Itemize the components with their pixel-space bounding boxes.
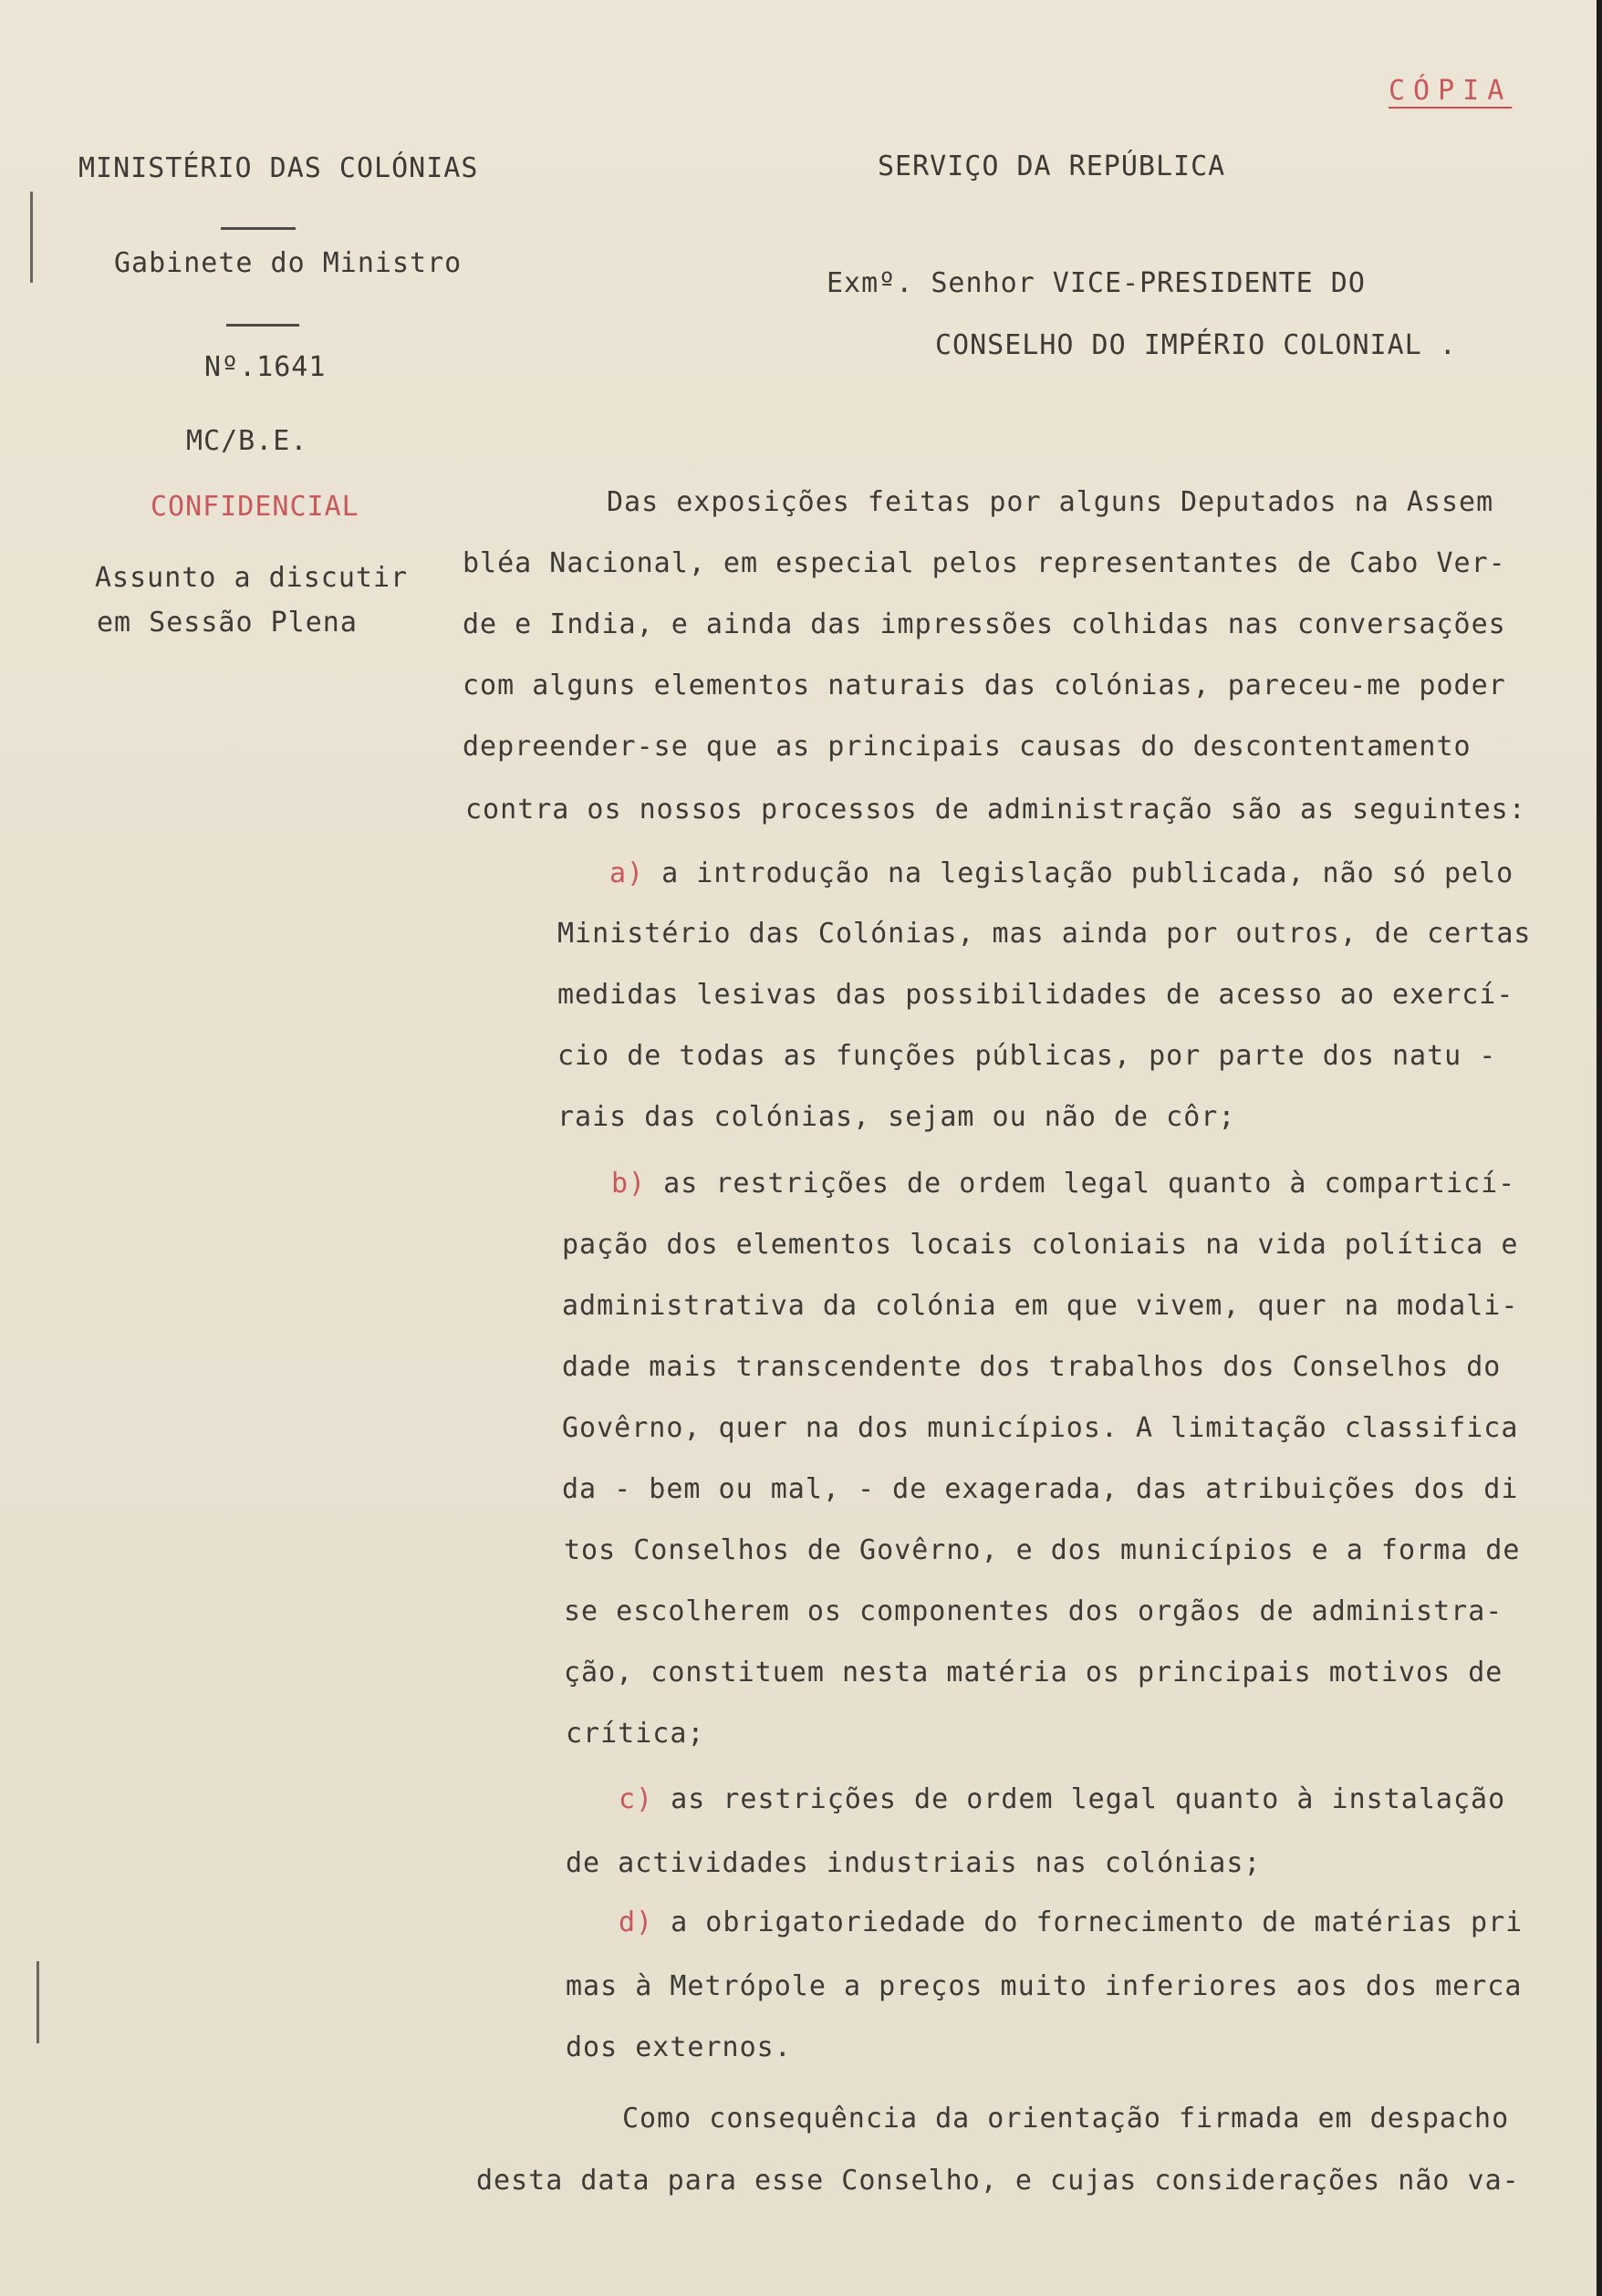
item-a-line-5: rais das colónias, sejam ou não de côr; xyxy=(557,1101,1236,1133)
subject-line-1: Assunto a discutir xyxy=(95,562,409,594)
closing-line-2: desta data para esse Conselho, e cujas considerações não va- xyxy=(476,2165,1520,2197)
addressee-line-1: Exmº. Senhor VICE-PRESIDENTE DO xyxy=(827,267,1366,299)
reference-code: MC/B.E. xyxy=(186,425,308,457)
service-heading: SERVIÇO DA REPÚBLICA xyxy=(878,151,1226,182)
page-edge-shadow xyxy=(1597,0,1602,2296)
confidential-stamp: CONFIDENCIAL xyxy=(151,491,359,523)
item-b-line-6: da - bem ou mal, - de exagerada, das atribuições dos di xyxy=(562,1473,1519,1505)
item-d-first-line xyxy=(619,1906,1523,1939)
item-a-letter: a) xyxy=(609,857,645,889)
item-c-letter: c) xyxy=(619,1783,654,1815)
closing-line-1: Como consequência da orientação firmada em despacho xyxy=(622,2103,1510,2135)
item-c-line-2: de actividades industriais nas colónias; xyxy=(566,1847,1262,1879)
item-b-line-3: administrativa da colónia em que vivem, quer na modali- xyxy=(562,1290,1519,1322)
intro-line-5: depreender-se que as principais causas do descontentamento xyxy=(463,731,1472,763)
binding-mark-top xyxy=(30,192,33,283)
item-d-line-2: mas à Metrópole a preços muito inferiores aos dos merca xyxy=(566,1970,1523,2002)
divider-1 xyxy=(221,227,296,230)
copy-mark: CÓPIA xyxy=(1389,75,1513,107)
item-b-line-4: dade mais transcendente dos trabalhos dos Conselhos do xyxy=(562,1351,1502,1383)
intro-line-3: de e India, e ainda das impressões colhidas nas conversações xyxy=(463,608,1506,640)
document-number: Nº.1641 xyxy=(204,351,327,383)
item-b-letter: b) xyxy=(611,1168,647,1200)
item-c-first-line xyxy=(619,1783,1505,1816)
item-b-first-line xyxy=(611,1168,1515,1200)
binding-mark-bottom xyxy=(36,1961,39,2043)
item-d-line-3: dos externos. xyxy=(566,2031,792,2063)
divider-2 xyxy=(226,324,299,327)
item-b-line-7: tos Conselhos de Govêrno, e dos municípios e a forma de xyxy=(564,1534,1521,1566)
item-b-line-8: se escolherem os componentes dos orgãos de administra- xyxy=(564,1595,1503,1627)
item-b-text: as restrições de ordem legal quanto à comparticí- xyxy=(646,1168,1516,1200)
item-b-line-2: pação dos elementos locais coloniais na vida política e xyxy=(562,1229,1519,1261)
subject-line-2: em Sessão Plena xyxy=(97,607,358,639)
item-c-text: as restrições de ordem legal quanto à instalação xyxy=(653,1783,1506,1815)
item-b-line-9: ção, constituem nesta matéria os principais motivos de xyxy=(564,1657,1503,1688)
item-b-line-10: crítica; xyxy=(566,1718,705,1750)
item-d-text: a obrigatoriedade do fornecimento de matérias pri xyxy=(653,1906,1524,1938)
intro-line-6: contra os nossos processos de administração são as seguintes: xyxy=(465,794,1526,826)
item-a-text: a introdução na legislação publicada, não só pelo xyxy=(644,857,1514,889)
addressee-line-2: CONSELHO DO IMPÉRIO COLONIAL . xyxy=(935,329,1457,361)
item-b-line-5: Govêrno, quer na dos municípios. A limitação classifica xyxy=(562,1412,1519,1444)
ministry-heading: MINISTÉRIO DAS COLÓNIAS xyxy=(78,152,479,184)
item-a-line-4: cio de todas as funções públicas, por parte dos natu - xyxy=(557,1040,1497,1072)
intro-line-1: Das exposições feitas por alguns Deputados na Assem xyxy=(607,486,1494,518)
item-a-line-3: medidas lesivas das possibilidades de acesso ao exercí- xyxy=(557,979,1514,1011)
item-a-line-2: Ministério das Colónias, mas ainda por outros, de certas xyxy=(557,918,1532,950)
item-a-first-line xyxy=(609,857,1514,890)
intro-line-2: bléa Nacional, em especial pelos representantes de Cabo Ver- xyxy=(463,547,1506,579)
intro-line-4: com alguns elementos naturais das colónias, pareceu-me poder xyxy=(463,670,1506,701)
item-d-letter: d) xyxy=(619,1906,654,1938)
cabinet-label: Gabinete do Ministro xyxy=(114,247,463,279)
